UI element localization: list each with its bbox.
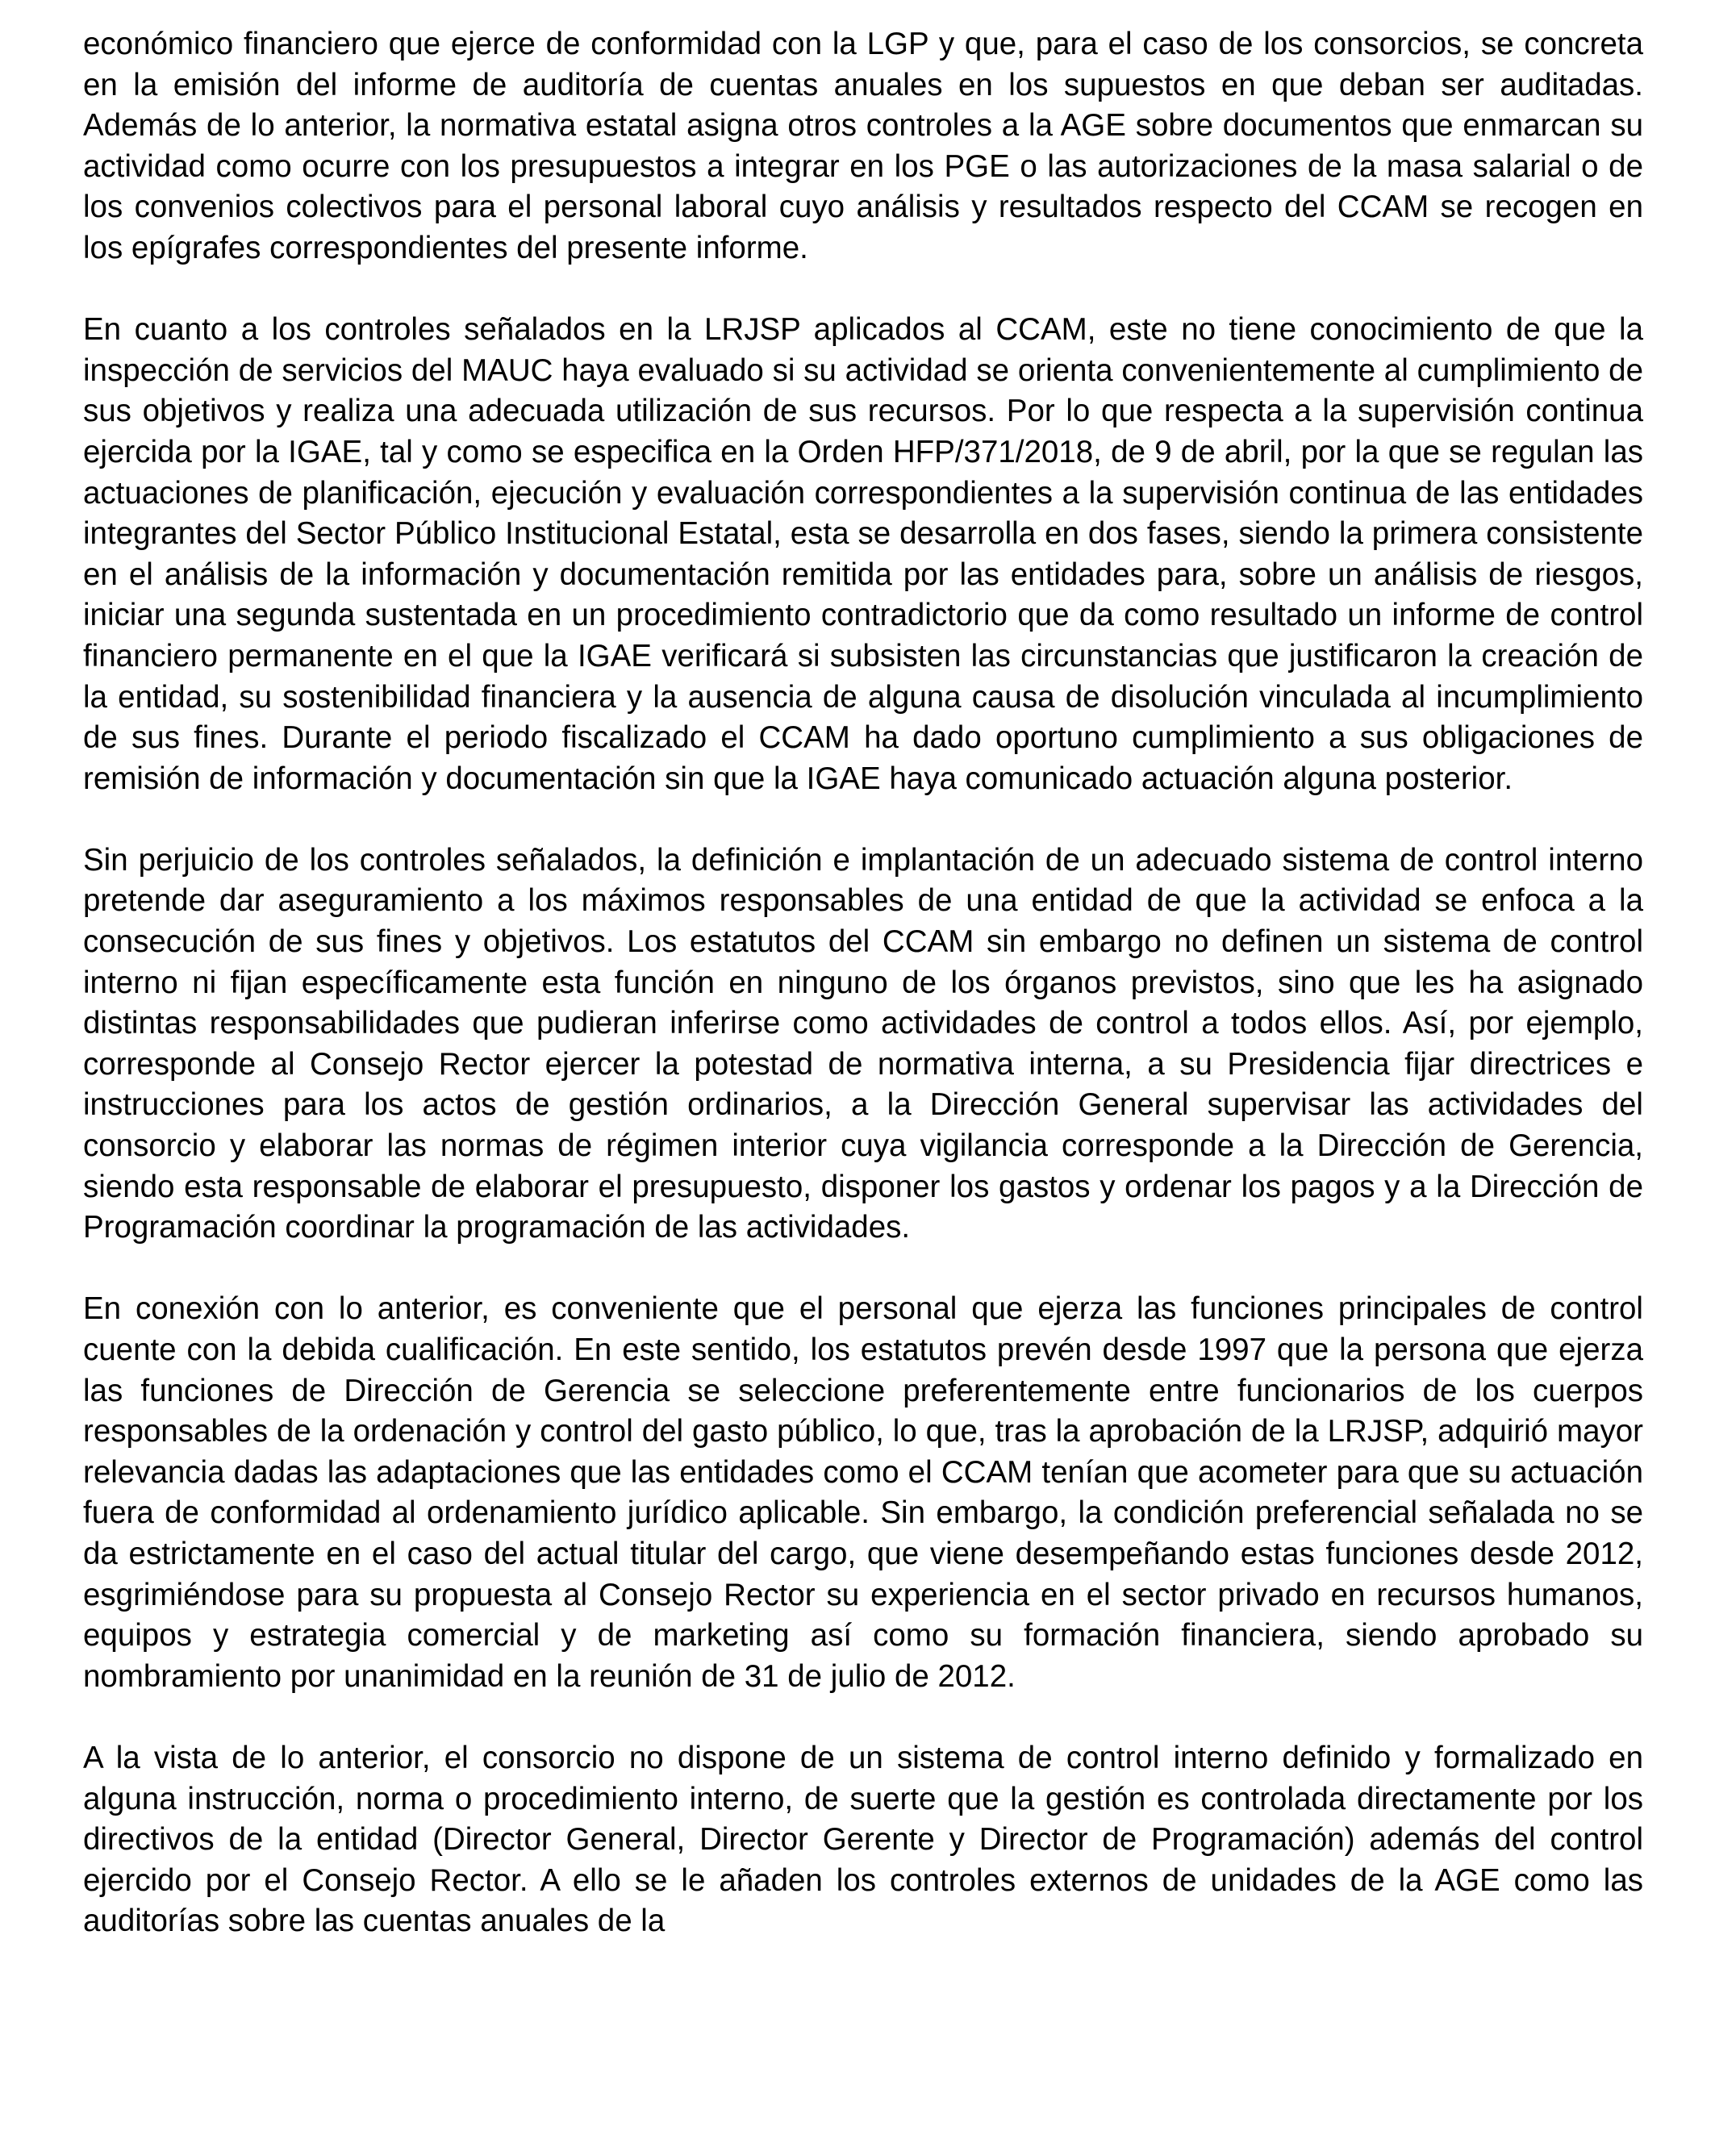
paragraph: Sin perjuicio de los controles señalados, la definición e implantación de un adecuado sistema de control interno pretende dar aseguramiento a los máximos responsables de una entidad de que la actividad se enfoca a la consecución de sus fines y objetivos. Los estatutos del CCAM sin embargo no definen un sistema de control interno ni fijan específicamente esta función en ninguno de los órganos previstos, sino que les ha asignado distintas responsabilidades que pudieran inferirse como actividades de control a todos ellos. Así, por ejemplo, corresponde al Consejo Rector ejercer la potestad de normativa interna, a su Presidencia fijar directrices e instrucciones para los actos de gestión ordinarios, a la Dirección General supervisar las actividades del consorcio y elaborar las normas de régimen interior cuya vigilancia corresponde a la Dirección de Gerencia, siendo esta responsable de elaborar el presupuesto, disponer los gastos y ordenar los pagos y a la Dirección de Programación coordinar la programación de las actividades. [83, 842, 1643, 1245]
paragraph: En cuanto a los controles señalados en la LRJSP aplicados al CCAM, este no tiene conocimiento de que la inspección de servicios del MAUC haya evaluado si su actividad se orienta convenientemente al cumplimiento de sus objetivos y realiza una adecuada utilización de sus recursos. Por lo que respecta a la supervisión continua ejercida por la IGAE, tal y como se especifica en la Orden HFP/371/2018, de 9 de abril, por la que se regulan las actuaciones de planificación, ejecución y evaluación correspondientes a la supervisión continua de las entidades integrantes del Sector Público Institucional Estatal, esta se desarrolla en dos fases, siendo la primera consistente en el análisis de la información y documentación remitida por las entidades para, sobre un análisis de riesgos, iniciar una segunda sustentada en un procedimiento contradictorio que da como resultado un informe de control financiero permanente en el que la IGAE verificará si subsisten las circunstancias que justificaron la creación de la entidad, su sostenibilidad financiera y la ausencia de alguna causa de disolución vinculada al incumplimiento de sus fines. Durante el periodo fiscalizado el CCAM ha dado oportuno cumplimiento a sus obligaciones de remisión de información y documentación sin que la IGAE haya comunicado actuación alguna posterior. [83, 312, 1643, 796]
document-page [83, 24, 1643, 1983]
paragraph: económico financiero que ejerce de conformidad con la LGP y que, para el caso de los consorcios, se concreta en la emisión del informe de auditoría de cuentas anuales en los supuestos en que deban ser auditadas. Además de lo anterior, la normativa estatal asigna otros controles a la AGE sobre documentos que enmarcan su actividad como ocurre con los presupuestos a integrar en los PGE o las autorizaciones de la masa salarial o de los convenios colectivos para el personal laboral cuyo análisis y resultados respecto del CCAM se recogen en los epígrafes correspondientes del presente informe. [83, 27, 1643, 265]
paragraph: A la vista de lo anterior, el consorcio no dispone de un sistema de control interno definido y formalizado en alguna instrucción, norma o procedimiento interno, de suerte que la gestión es controlada directamente por los directivos de la entidad (Director General, Director Gerente y Director de Programación) además del control ejercido por el Consejo Rector. A ello se le añaden los controles externos de unidades de la AGE como las auditorías sobre las cuentas anuales de la [83, 1740, 1643, 1939]
paragraph: En conexión con lo anterior, es conveniente que el personal que ejerza las funciones principales de control cuente con la debida cualificación. En este sentido, los estatutos prevén desde 1997 que la persona que ejerza las funciones de Dirección de Gerencia se seleccione preferentemente entre funcionarios de los cuerpos responsables de la ordenación y control del gasto público, lo que, tras la aprobación de la LRJSP, adquirió mayor relevancia dadas las adaptaciones que las entidades como el CCAM tenían que acometer para que su actuación fuera de conformidad al ordenamiento jurídico aplicable. Sin embargo, la condición preferencial señalada no se da estrictamente en el caso del actual titular del cargo, que viene desempeñando estas funciones desde 2012, esgrimiéndose para su propuesta al Consejo Rector su experiencia en el sector privado en recursos humanos, equipos y estrategia comercial y de marketing así como su formación financiera, siendo aprobado su nombramiento por unanimidad en la reunión de 31 de julio de 2012. [83, 1291, 1643, 1694]
